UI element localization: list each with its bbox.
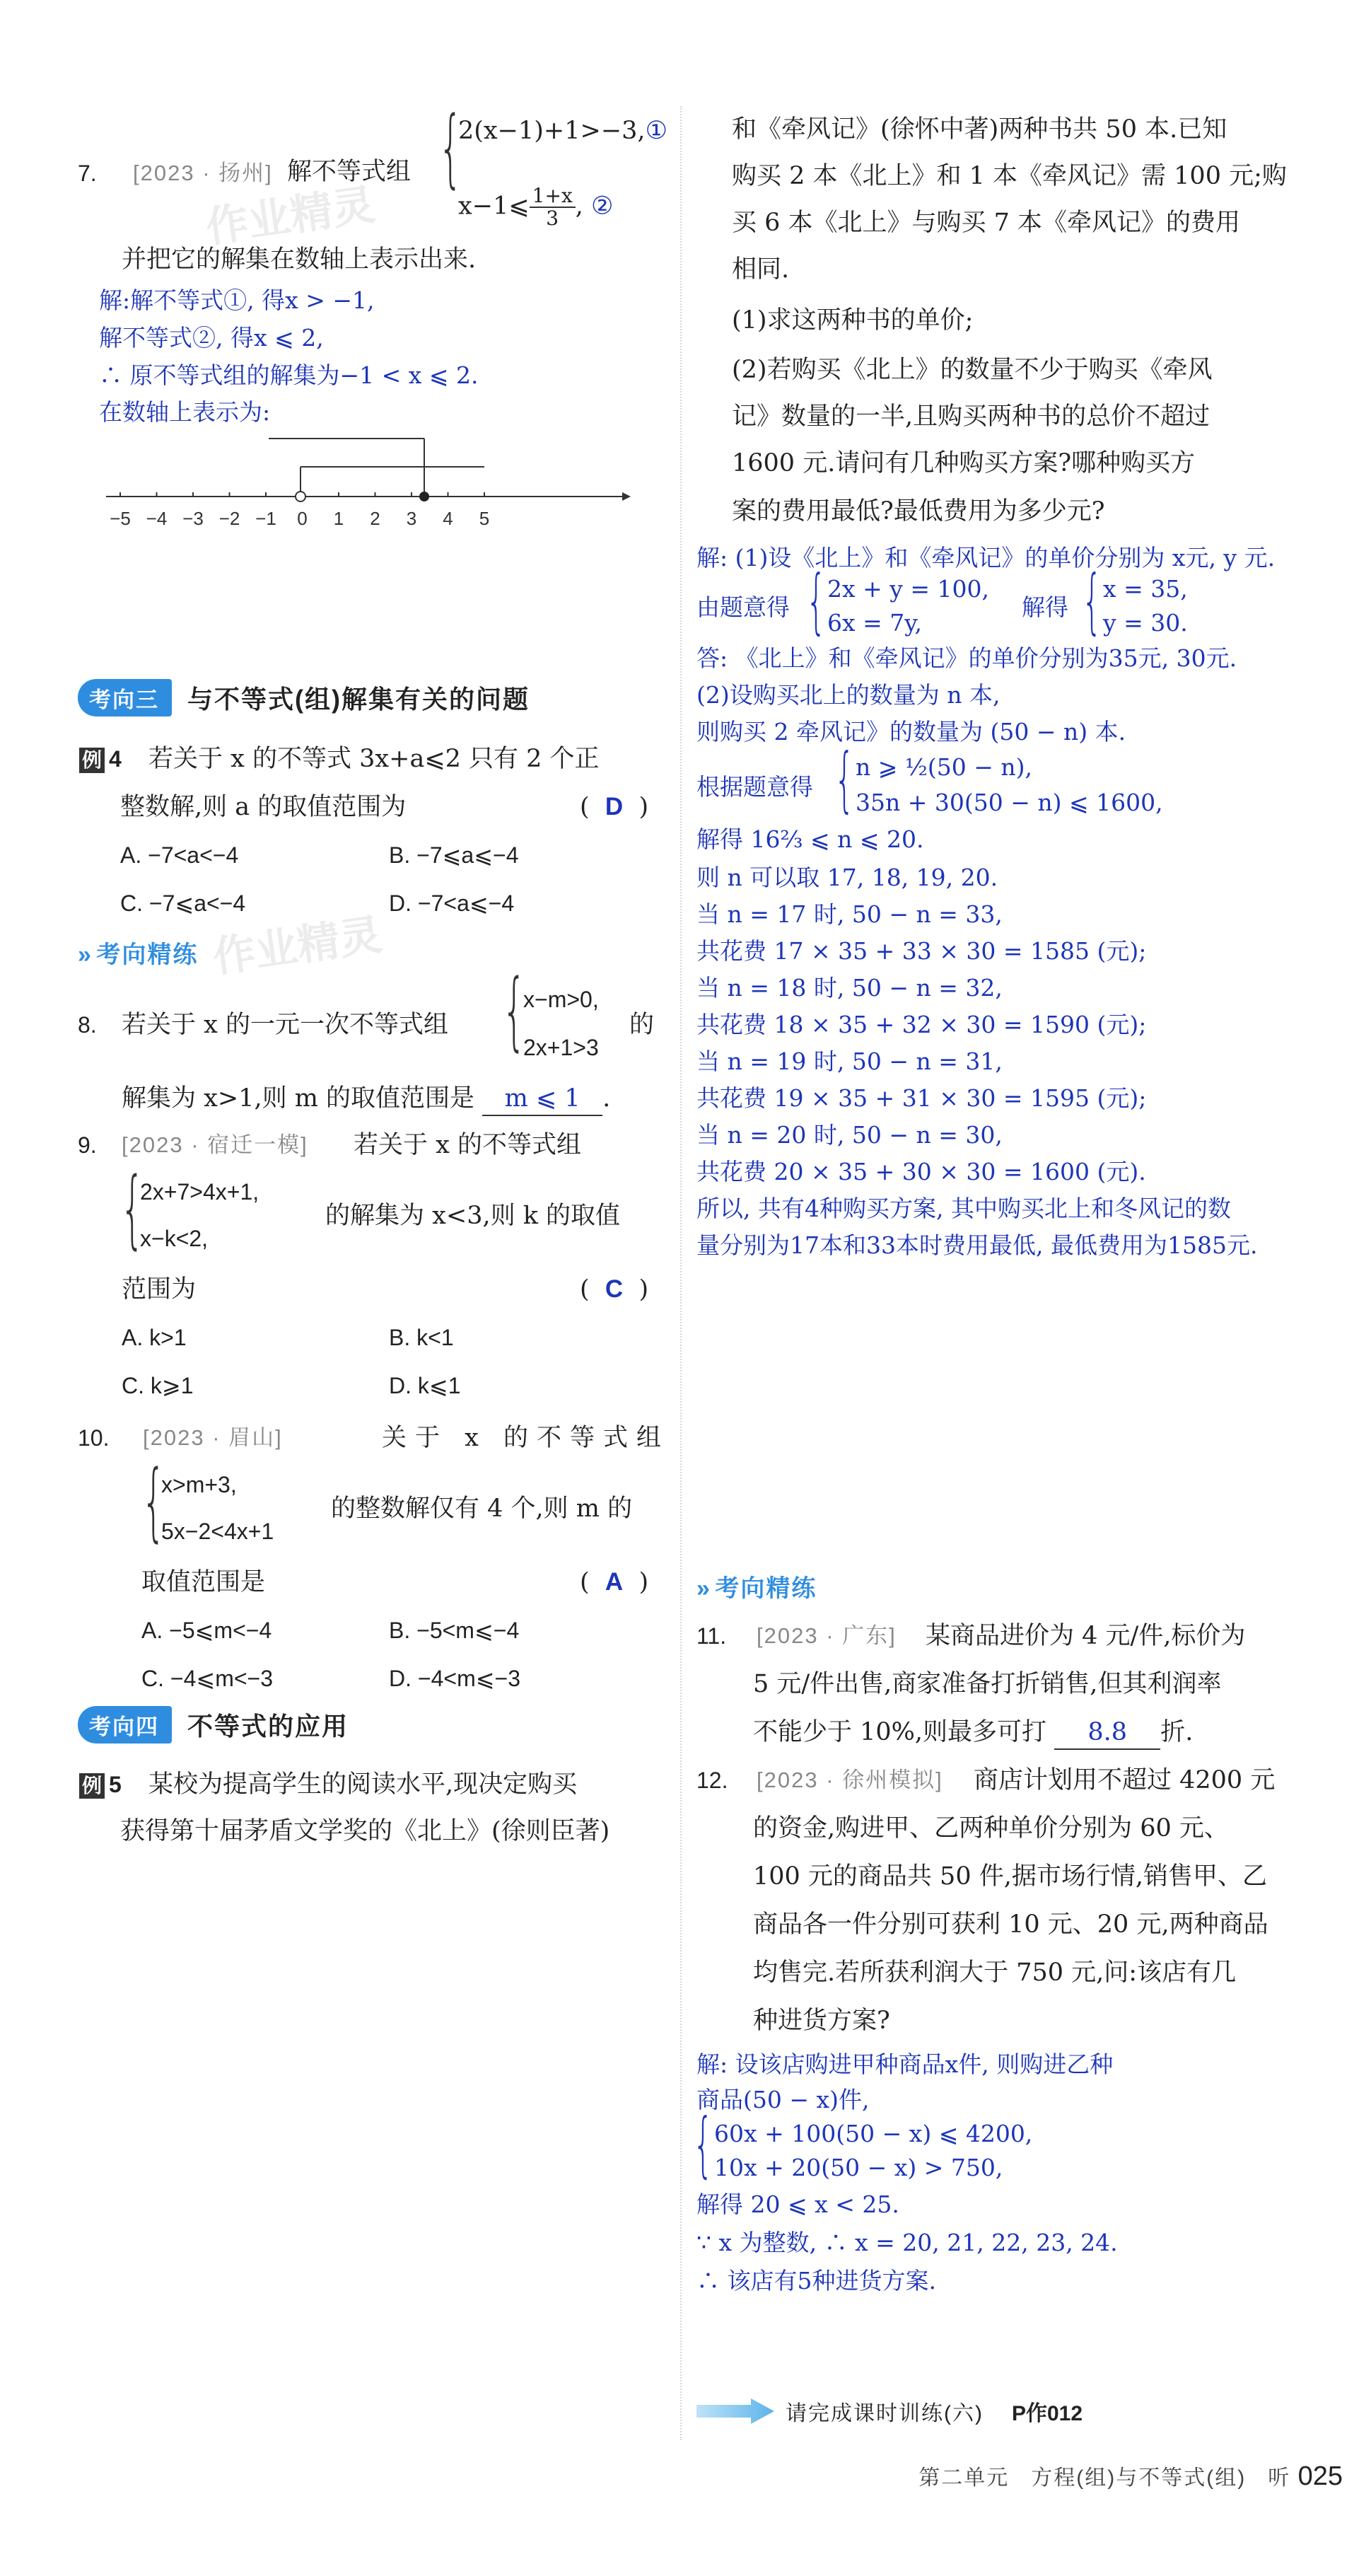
example-line: 整数解,则 a 的取值范围为 (120, 793, 407, 821)
answer-line: 当 n = 19 时, 50 − n = 31, (696, 1048, 1003, 1075)
axis-tick-label: −3 (182, 508, 204, 529)
question-number: 7. (78, 161, 97, 186)
answer-choice: ( D ) (580, 793, 649, 821)
section-title: 与不等式(组)解集有关的问题 (187, 684, 530, 714)
example-line: 案的费用最低?最低费用为多少元? (732, 497, 1105, 526)
option: D. k⩽1 (389, 1373, 461, 1398)
question-stem: 的 (629, 1011, 655, 1039)
homework-link[interactable] (696, 2395, 1163, 2427)
question-source: [2023 · 宿迁一模] (122, 1132, 308, 1157)
answer-line: 解得 20 ⩽ x < 25. (696, 2191, 899, 2218)
answer-line: ∴ 原不等式组的解集为−1 < x ⩽ 2. (99, 361, 479, 389)
homework-page-ref: P作012 (1011, 2402, 1083, 2425)
practice-header: » 考向精练 (696, 1575, 817, 1602)
answer-line: 解: 设该店购进甲种商品x件, 则购进乙种 (696, 2050, 1114, 2078)
system-eq-2: 10x + 20(50 − x) > 750, (714, 2154, 1003, 2181)
section-pill: 考向四 (78, 1706, 172, 1744)
example-line: 某校为提高学生的阅读水平,现决定购买 (148, 1770, 578, 1799)
example-line: (1)求这两种书的单价; (732, 306, 974, 335)
question-stem-2: 并把它的解集在数轴上表示出来. (122, 245, 477, 274)
arrow-right-icon (696, 2398, 774, 2424)
question-source: [2023 · 广东] (757, 1623, 897, 1648)
example-line: 买 6 本《北上》与购买 7 本《牵风记》的费用 (732, 209, 1241, 237)
option: B. −5<m⩽−4 (389, 1618, 520, 1643)
example-line: (2)若购买《北上》的数量不少于购买《牵风 (732, 356, 1213, 384)
question-number: 8. (78, 1012, 97, 1038)
system-eq-2: x−k<2, (140, 1226, 209, 1251)
answer-line: 根据题意得 (696, 773, 813, 801)
system-eq-1: x−m>0, (523, 987, 599, 1012)
answer-line: 当 n = 18 时, 50 − n = 32, (696, 974, 1003, 1002)
axis-tick-label: −5 (110, 508, 131, 529)
answer-choice: ( A ) (580, 1568, 649, 1596)
example-line: 1600 元.请问有几种购买方案?哪种购买方 (732, 449, 1196, 477)
answer-line: 解:解不等式①, 得x > −1, (99, 286, 375, 314)
axis-tick-label: −4 (146, 508, 168, 529)
answer-line: 当 n = 17 时, 50 − n = 33, (696, 900, 1003, 928)
section-header-3 (78, 679, 530, 716)
option: A. −5⩽m<−4 (141, 1618, 272, 1643)
page-number: 025 (1297, 2461, 1343, 2491)
system-eq-2: 2x+1>3 (523, 1035, 599, 1060)
question-stem: 商店计划用不超过 4200 元 (974, 1766, 1276, 1794)
option: D. −4<m⩽−3 (389, 1666, 521, 1691)
system-eq-1: 2x + y = 100, (827, 575, 989, 603)
option: B. −7⩽a⩽−4 (389, 842, 519, 868)
question-stem: 商品各一件分别可获利 10 元、20 元,两种商品 (753, 1910, 1268, 1939)
system-eq-2: 6x = 7y, (827, 609, 922, 637)
answer-blank: m ⩽ 1 (482, 1082, 602, 1116)
answer-line: 共花费 17 × 35 + 33 × 30 = 1585 (元); (696, 937, 1147, 965)
chapter-label: 方程(组)与不等式(组) (1031, 2466, 1247, 2490)
question-stem: 取值范围是 (141, 1568, 266, 1596)
example-line: 获得第十届茅盾文学奖的《北上》(徐则臣著) (120, 1817, 610, 1845)
answer-line: 解: (1)设《北上》和《牵风记》的单价分别为 x元, y 元. (696, 544, 1276, 572)
system-eq-1: 2(x−1)+1>−3,① (458, 117, 667, 145)
system-eq-1: n ⩾ ½(50 − n), (856, 753, 1032, 781)
question-stem: 种进货方案? (753, 2007, 890, 2035)
question-stem: 若关于 x 的不等式组 (354, 1131, 581, 1159)
unit-label: 第二单元 (918, 2466, 1010, 2490)
question-number: 10. (78, 1425, 110, 1451)
answer-line: ∵ x 为整数, ∴ x = 20, 21, 22, 23, 24. (696, 2229, 1118, 2256)
axis-tick-label: −1 (255, 508, 276, 529)
question-stem: 的整数解仅有 4 个,则 m 的 (331, 1495, 633, 1523)
open-point (296, 492, 305, 501)
column-divider (680, 106, 682, 2440)
homework-task-label: 请完成课时训练(六) (786, 2402, 984, 2425)
watermark: 作业精灵 (210, 910, 385, 982)
practice-header: » 考向精练 (78, 941, 199, 968)
answer-line: 商品(50 − x)件, (696, 2086, 870, 2113)
option: A. k>1 (122, 1325, 187, 1350)
example-line: 和《牵风记》(徐怀中著)两种书共 50 本.已知 (732, 115, 1227, 144)
answer-line: 当 n = 20 时, 50 − n = 30, (696, 1121, 1003, 1149)
option: C. −7⩽a<−4 (120, 890, 246, 916)
axis-tick-label: 3 (406, 508, 417, 529)
system-eq-1: x = 35, (1103, 575, 1188, 603)
system-brace: { (806, 559, 827, 642)
watermark: 作业精灵 (203, 180, 378, 252)
question-stem: 某商品进价为 4 元/件,标价为 (926, 1622, 1246, 1650)
system-eq-1: 60x + 100(50 − x) ⩽ 4200, (714, 2120, 1033, 2147)
question-source: [2023 · 徐州模拟] (757, 1768, 943, 1792)
answer-line: 解不等式②, 得x ⩽ 2, (99, 324, 324, 352)
answer-blank: 8.8 (1054, 1716, 1160, 1750)
answer-line: 在数轴上表示为: (99, 398, 271, 426)
page-footer (918, 2460, 1343, 2492)
question-stem: 均售完.若所获利润大于 750 元,问:该店有几 (753, 1959, 1237, 1987)
axis-tick-label: −2 (218, 508, 240, 529)
axis-tick-label: 5 (479, 508, 490, 529)
system-brace: { (693, 2103, 713, 2186)
answer-choice: ( C ) (580, 1275, 649, 1304)
question-stem: 5 元/件出售,商家准备打折销售,但其利润率 (753, 1670, 1222, 1698)
option: A. −7<a<−4 (120, 842, 239, 868)
axis-tick-label: 0 (297, 508, 308, 529)
answer-line: ∴ 该店有5种进货方案. (696, 2267, 936, 2294)
question-number: 12. (696, 1768, 728, 1793)
system-eq-2: x−1⩽ $\frac{1+x}{3}$ , ② (458, 184, 614, 230)
question-stem: 100 元的商品共 50 件,据市场行情,销售甲、乙 (753, 1862, 1267, 1891)
section-title: 不等式的应用 (187, 1711, 349, 1741)
option: B. k<1 (389, 1325, 454, 1350)
system-brace: { (141, 1453, 166, 1551)
answer-line: 共花费 18 × 35 + 32 × 30 = 1590 (元); (696, 1011, 1147, 1038)
answer-line: 解得 (1022, 593, 1068, 621)
listen-label: 听 (1268, 2466, 1291, 2490)
example-line: 记》数量的一半,且购买两种书的总价不超过 (732, 402, 1210, 431)
option: D. −7<a⩽−4 (389, 890, 515, 916)
section-pill: 考向三 (78, 679, 172, 716)
section-header-4 (78, 1706, 349, 1743)
axis-tick-label: 2 (370, 508, 380, 529)
option: C. k⩾1 (122, 1373, 194, 1398)
answer-line: 答: 《北上》和《牵风记》的单价分别为35元, 30元. (696, 644, 1237, 672)
number-line (99, 431, 636, 545)
question-stem: 若关于 x 的一元一次不等式组 (122, 1011, 448, 1039)
question-stem: 范围为 (122, 1275, 197, 1304)
example-line: 购买 2 本《北上》和 1 本《牵风记》需 100 元;购 (732, 162, 1287, 190)
closed-point (419, 492, 429, 501)
question-stem: 关于 x 的不等式组 (382, 1424, 670, 1452)
system-brace: { (502, 962, 527, 1060)
answer-line: 由题意得 (696, 593, 790, 621)
question-stem: 的资金,购进甲、乙两种单价分别为 60 元、 (753, 1814, 1229, 1843)
system-brace: { (438, 99, 463, 197)
system-brace: { (834, 738, 855, 820)
system-brace: { (1082, 559, 1102, 642)
system-eq-1: 2x+7>4x+1, (140, 1179, 259, 1205)
answer-line: 解得 16⅔ ⩽ n ⩽ 20. (696, 825, 924, 853)
question-source: [2023 · 眉山] (143, 1425, 283, 1450)
question-number: 11. (696, 1623, 727, 1649)
example-line: 相同. (732, 255, 790, 284)
question-stem: 不能少于 10%,则最多可打 8.8 折. (753, 1716, 1193, 1750)
question-stem: 解不等式组 (287, 158, 412, 186)
answer-line: 共花费 20 × 35 + 30 × 30 = 1600 (元). (696, 1158, 1146, 1185)
answer-line: 所以, 共有4种购买方案, 其中购买北上和冬风记的数 (696, 1195, 1231, 1222)
question-source: [2023 · 扬州] (133, 161, 273, 185)
axis-tick-label: 4 (443, 508, 453, 529)
system-brace: { (120, 1160, 145, 1258)
answer-line: 共花费 19 × 35 + 31 × 30 = 1595 (元); (696, 1084, 1147, 1112)
option: C. −4⩽m<−3 (141, 1666, 274, 1691)
question-number: 9. (78, 1132, 97, 1158)
answer-line: 量分别为17本和33本时费用最低, 最低费用为1585元. (696, 1231, 1258, 1259)
system-eq-2: 35n + 30(50 − n) ⩽ 1600, (856, 789, 1163, 816)
system-eq-2: 5x−2<4x+1 (161, 1519, 274, 1544)
example-label: 例 4 (79, 743, 122, 775)
system-eq-2: y = 30. (1103, 609, 1188, 637)
question-stem: 的解集为 x<3,则 k 的取值 (325, 1202, 621, 1230)
question-stem: 解集为 x>1,则 m 的取值范围是 m ⩽ 1 . (122, 1082, 610, 1116)
example-line: 若关于 x 的不等式 3x+a⩽2 只有 2 个正 (148, 745, 600, 773)
example-label: 例 5 (79, 1768, 122, 1801)
answer-line: 则购买 2 牵风记》的数量为 (50 − n) 本. (696, 718, 1126, 745)
answer-line: 则 n 可以取 17, 18, 19, 20. (696, 864, 998, 891)
axis-tick-label: 1 (333, 508, 344, 529)
system-eq-1: x>m+3, (161, 1472, 237, 1497)
answer-line: (2)设购买北上的数量为 n 本, (696, 681, 1000, 709)
